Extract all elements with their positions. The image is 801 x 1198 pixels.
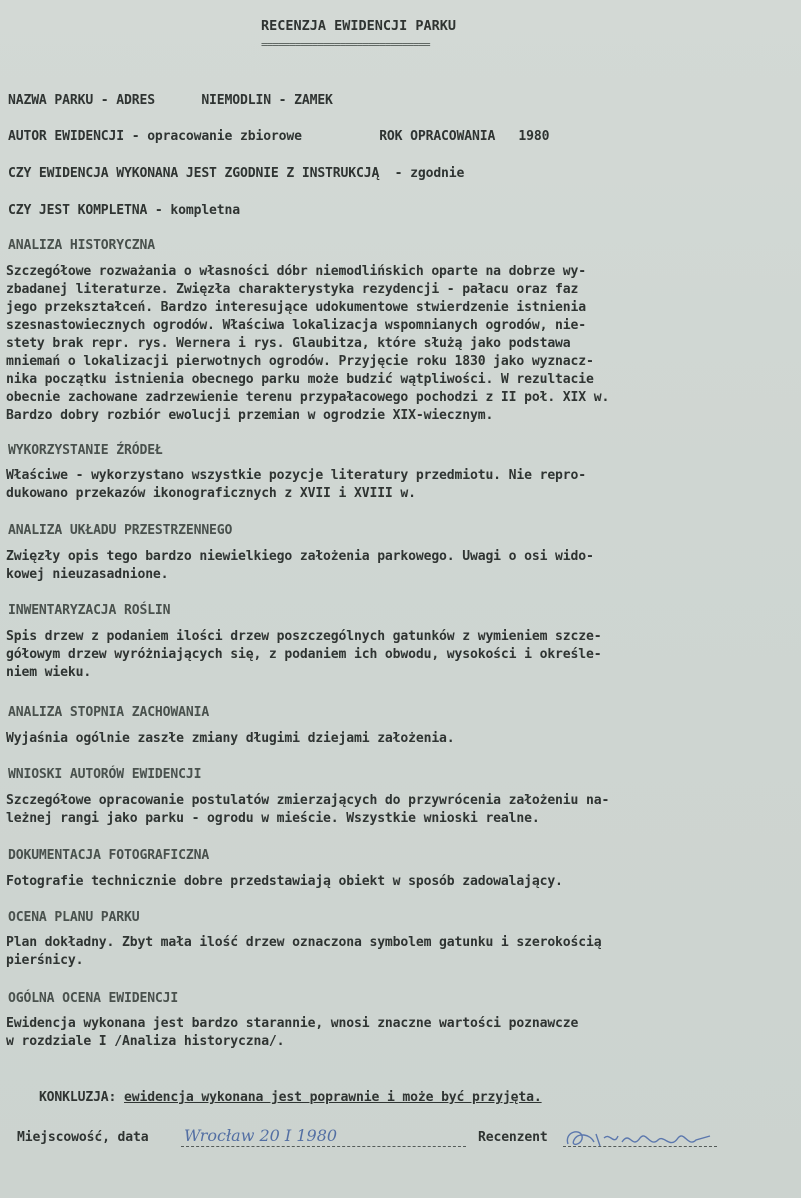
section-body-line: kowej nieuzasadnione. [6, 567, 169, 582]
section-body-line: nika początku istnienia obecnego parku może budzić wątpliwości. W rezultacie [6, 372, 594, 387]
section-body [6, 548, 796, 584]
section-heading: DOKUMENTACJA FOTOGRAFICZNA [8, 848, 210, 863]
section-body-line: obecnie zachowane zadrzewienie terenu przypałacowego pochodzi z II poł. XIX w. [6, 390, 610, 405]
section-heading: OGÓLNA OCENA EWIDENCJI [8, 991, 179, 1006]
section-body-line: zbadanej literaturze. Zwięzła charakterystyka rezydencji - pałacu oraz faz [6, 282, 579, 297]
section-body-line: Spis drzew z podaniem ilości drzew poszczególnych gatunków z wymieniem szcze- [6, 629, 602, 644]
section-body-line: jego przekształceń. Bardzo interesujące udokumentowe stwierdzenie istnienia [6, 300, 586, 315]
instruction-line: CZY EWIDENCJA WYKONANA JEST ZGODNIE Z INSTRUKCJĄ - zgodnie [8, 166, 465, 181]
section-heading: INWENTARYZACJA ROŚLIN [8, 603, 171, 618]
section-body-line: szesnastowiecznych ogrodów. Właściwa lokalizacja wspomnianych ogrodów, nie- [6, 318, 586, 333]
reviewer-signature [560, 1122, 720, 1156]
section-heading: ANALIZA STOPNIA ZACHOWANIA [8, 705, 210, 720]
section-body-line: gółowym drzew wyróżniających się, z podaniem ich obwodu, wysokości i określe- [6, 647, 602, 662]
section-heading: OCENA PLANU PARKU [8, 910, 140, 925]
section-body-line: dukowano przekazów ikonograficznych z XVII i XVIII w. [6, 486, 416, 501]
section-body-line: w rozdziale I /Analiza historyczna/. [6, 1034, 285, 1049]
section-body-line: Ewidencja wykonana jest bardzo starannie, wnosi znaczne wartości poznawcze [6, 1016, 579, 1031]
section-body-line: niem wieku. [6, 665, 92, 680]
section-body-line: stety brak repr. rys. Wernera i rys. Glaubitza, które służą jako podstawa [6, 336, 571, 351]
complete-line: CZY JEST KOMPLETNA - kompletna [8, 203, 240, 218]
section-body-line: mniemań o lokalizacji pierwotnych ogrodów. Przyjęcie roku 1830 jako wyznacz- [6, 354, 594, 369]
title-underline: ============================== [261, 38, 430, 51]
section-body [6, 934, 796, 970]
section-body-line: pierśnicy. [6, 953, 84, 968]
section-heading: ANALIZA UKŁADU PRZESTRZENNEGO [8, 523, 233, 538]
section-body [6, 873, 796, 891]
section-body-line: Zwięzły opis tego bardzo niewielkiego założenia parkowego. Uwagi o osi wido- [6, 549, 594, 564]
conclusion-label: KONKLUZJA: [38, 1090, 117, 1105]
park-name-line: NAZWA PARKU - ADRES NIEMODLIN - ZAMEK [8, 93, 333, 108]
author-line: AUTOR EWIDENCJI - opracowanie zbiorowe ROK OPRACOWANIA 1980 [8, 129, 550, 144]
section-body-line: Szczegółowe rozważania o własności dóbr niemodlińskich oparte na dobrze wy- [6, 264, 586, 279]
reviewer-label: Recenzent [478, 1130, 548, 1145]
section-body-line: Wyjaśnia ogólnie zaszłe zmiany długimi dziejami założenia. [6, 731, 455, 746]
section-body-line: Właściwe - wykorzystano wszystkie pozycje literatury przedmiotu. Nie repro- [6, 468, 586, 483]
document-title: RECENZJA EWIDENCJI PARKU [261, 18, 457, 34]
conclusion-text: ewidencja wykonana jest poprawnie i może być przyjęta. [124, 1090, 542, 1105]
section-heading: WYKORZYSTANIE ŹRÓDEŁ [8, 443, 163, 458]
section-body [6, 467, 796, 503]
section-body [6, 263, 796, 425]
section-body [6, 792, 796, 828]
place-date-label: Miejscowość, data [17, 1130, 149, 1145]
section-body [6, 1015, 796, 1051]
section-body-line: Bardzo dobry rozbiór ewolucji przemian w ogrodzie XIX-wiecznym. [6, 408, 494, 423]
section-body-line: leżnej rangi jako parku - ogrodu w mieście. Wszystkie wnioski realne. [6, 811, 540, 826]
conclusion [8, 1071, 542, 1125]
place-date-line [181, 1146, 466, 1147]
section-body-line: Szczegółowe opracowanie postulatów zmierzających do przywrócenia założeniu na- [6, 793, 610, 808]
section-body-line: Plan dokładny. Zbyt mała ilość drzew oznaczona symbolem gatunku i szerokością [6, 935, 602, 950]
section-body [6, 730, 796, 748]
place-date-handwriting: Wrocław 20 I 1980 [184, 1126, 338, 1145]
section-heading: ANALIZA HISTORYCZNA [8, 238, 155, 253]
section-heading: WNIOSKI AUTORÓW EWIDENCJI [8, 767, 202, 782]
section-body [6, 628, 796, 682]
section-body-line: Fotografie technicznie dobre przedstawiają obiekt w sposób zadowalający. [6, 874, 563, 889]
